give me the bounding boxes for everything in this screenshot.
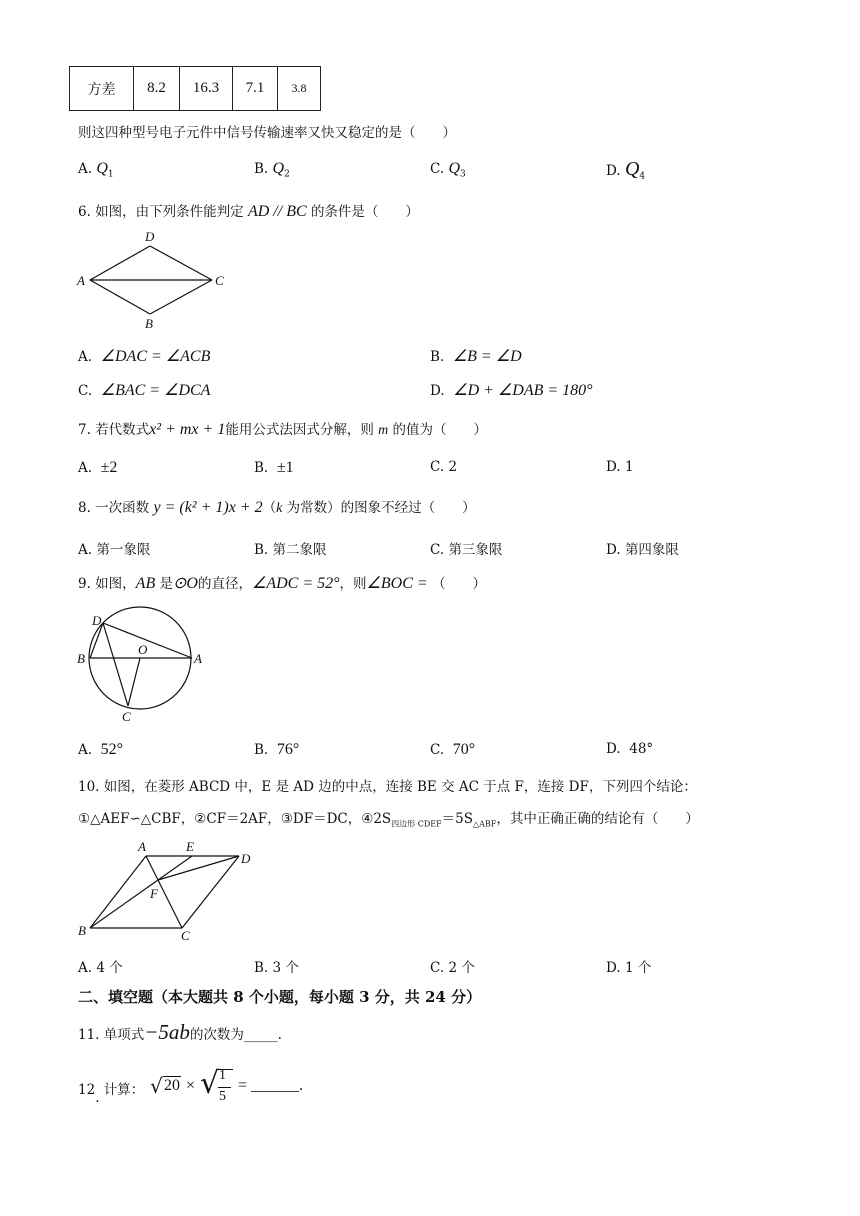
label-d: D (241, 851, 251, 866)
stem-text: 的次数为_____. (189, 1027, 282, 1043)
option-letter: A. (78, 460, 93, 476)
label-b: B (77, 651, 85, 666)
option-letter: C. (430, 742, 445, 758)
option-d (606, 741, 653, 757)
stem-math: −5ab (144, 1020, 190, 1044)
option-text: 第四象限 (624, 542, 679, 558)
option-d (606, 158, 645, 182)
option-letter: B. (254, 742, 269, 758)
option-letter: D. (606, 542, 621, 558)
option-letter: D. (430, 383, 445, 399)
table-cell: 8.2 (134, 67, 180, 111)
option-letter: B. (254, 161, 269, 177)
section-title: 二、填空题（本大题共 8 个小题，每小题 3 分，共 24 分） (78, 988, 482, 1006)
option-text: 4 个 (96, 960, 123, 976)
option-letter: A. (78, 161, 93, 177)
sqrt-icon: √ (150, 1074, 163, 1098)
option-c (430, 956, 475, 976)
stem-text: （ ） (431, 576, 486, 592)
sqrt-icon: √ (200, 1066, 220, 1101)
option-b (254, 956, 299, 976)
option-letter: C. (430, 459, 445, 475)
option-b (254, 160, 290, 180)
option-text: Q (272, 160, 285, 177)
label-a: A (77, 273, 85, 288)
stem-text: 为常数）的图象不经过（ ） (286, 500, 476, 516)
option-d (606, 459, 634, 475)
option-text: ∠D + ∠DAB = 180° (453, 382, 593, 399)
question-6-stem (78, 200, 419, 221)
table-cell: 16.3 (180, 67, 233, 111)
stem-subscript: △ABF (472, 819, 497, 829)
option-text: 第一象限 (96, 542, 151, 558)
rhombus-abcd-figure (74, 836, 264, 946)
table-header-cell: 方差 (70, 67, 134, 111)
label-b: B (78, 923, 86, 938)
option-a (78, 741, 123, 759)
option-b (430, 346, 522, 366)
option-text: ∠B = ∠D (452, 348, 522, 365)
stem-subscript: 四边形 CDEF (391, 819, 442, 829)
variance-table (69, 66, 321, 111)
question-12 (78, 1078, 145, 1106)
option-letter: D. (606, 459, 621, 475)
option-text: 1 个 (624, 960, 652, 976)
option-a (78, 538, 150, 558)
option-text: Q (448, 160, 460, 177)
option-text: 48° (629, 741, 654, 757)
stem-text: 的条件是（ ） (310, 204, 419, 220)
stem-math: AD // BC (247, 203, 307, 220)
option-letter: A. (78, 742, 93, 758)
stem-text: 是 (159, 576, 174, 592)
option-letter: C. (430, 542, 445, 558)
option-subscript: 3 (460, 169, 466, 180)
question-number: 12 (78, 1082, 96, 1098)
option-text: 2 个 (448, 960, 475, 976)
times-sign: × (186, 1077, 196, 1094)
option-text: 70° (452, 741, 476, 758)
option-c (430, 160, 466, 180)
option-letter: C. (430, 161, 445, 177)
stem-math: ⊙O (173, 575, 198, 592)
option-a (78, 346, 210, 366)
label-d: D (92, 613, 102, 628)
option-subscript: 2 (284, 169, 290, 180)
option-c (430, 538, 502, 558)
label-c: C (181, 928, 190, 943)
fraction-bar (218, 1087, 231, 1088)
option-text: ±2 (100, 459, 118, 476)
question-7-stem (78, 418, 487, 439)
stem-math: y = (k² + 1)x + 2 (153, 499, 263, 516)
stem-text: 能用公式法因式分解，则 (225, 422, 374, 438)
stem-text: ，则 (339, 576, 367, 592)
option-subscript: 1 (107, 169, 114, 180)
stem-var: k (276, 501, 283, 516)
stem-text: ①△AEF∽△CBF，②CF＝2AF，③DF＝DC，④2S (78, 811, 392, 827)
option-subscript: 4 (639, 171, 646, 182)
rhombus-figure (74, 228, 234, 334)
table-row (70, 67, 321, 111)
stem-math: x² + mx + 1 (149, 421, 226, 438)
option-letter: A. (78, 960, 93, 976)
stem-text: ，其中正确正确的结论有（ ） (496, 811, 699, 827)
option-letter: B. (430, 349, 445, 365)
option-text: 76° (276, 741, 300, 758)
option-text: ±1 (276, 459, 294, 476)
option-text: 第二象限 (272, 542, 327, 558)
label-b: B (145, 316, 153, 331)
option-c (430, 741, 475, 759)
label-c: C (122, 709, 131, 724)
stem-text: ＝5S (441, 811, 473, 827)
option-text: 第三象限 (448, 542, 503, 558)
question-10-stem-line2 (78, 807, 699, 830)
stem-text: . (95, 1090, 100, 1106)
label-c: C (215, 273, 224, 288)
fraction-numerator: 1 (219, 1068, 226, 1083)
stem-text: 8. 一次函数 (78, 500, 150, 516)
option-letter: A. (78, 349, 93, 365)
stem-text: 的直径， (197, 576, 252, 592)
option-a (78, 160, 114, 180)
option-letter: B. (254, 460, 269, 476)
circle-figure (72, 602, 222, 728)
stem-text: 的值为（ ） (392, 422, 488, 438)
label-d: D (145, 229, 155, 244)
option-a (78, 956, 123, 976)
table-cell: 3.8 (278, 67, 321, 111)
option-b (254, 459, 294, 477)
option-c (430, 459, 457, 475)
stem-text: 11. 单项式 (78, 1027, 145, 1043)
fraction-denominator: 5 (219, 1089, 226, 1104)
option-d (606, 538, 679, 558)
sqrt-radicand: 20 (164, 1077, 180, 1094)
option-text: ∠BAC = ∠DCA (100, 382, 211, 399)
option-a (78, 459, 117, 477)
stem-text: （ (262, 500, 277, 516)
stem-var: m (378, 423, 389, 438)
option-letter: B. (254, 960, 269, 976)
option-text: Q (96, 160, 108, 177)
option-d (430, 380, 593, 400)
stem-text: = ______. (238, 1077, 304, 1094)
question-10-stem-line1: 10. 如图，在菱形 ABCD 中，E 是 AD 边的中点，连接 BE 交 AC 于点 F，连接 DF，下列四个结论： (78, 779, 697, 795)
option-b (254, 741, 299, 759)
label-a: A (194, 651, 202, 666)
stem-text: 9. 如图， (78, 576, 136, 592)
label-o: O (138, 642, 148, 657)
stem-math: ∠ADC = 52° (251, 575, 340, 592)
option-c (78, 380, 210, 400)
question-8-stem (78, 496, 476, 517)
option-letter: C. (78, 383, 93, 399)
option-letter: A. (78, 542, 93, 558)
option-letter: B. (254, 542, 269, 558)
option-text: 2 (448, 459, 458, 475)
option-text: 1 (624, 459, 634, 475)
question-5-stem: 则这四种型号电子元件中信号传输速率又快又稳定的是（ ） (78, 125, 456, 141)
table-cell: 7.1 (233, 67, 278, 111)
stem-math: ∠BOC = (366, 575, 428, 592)
question-11 (78, 1020, 282, 1045)
option-letter: D. (606, 741, 621, 757)
stem-text: 6. 如图，由下列条件能判定 (78, 204, 244, 220)
stem-text: 7. 若代数式 (78, 422, 150, 438)
option-letter: D. (606, 960, 621, 976)
label-a: A (138, 839, 146, 854)
option-text: Q (624, 158, 640, 180)
option-text: ∠DAC = ∠ACB (100, 348, 211, 365)
option-text: 52° (100, 741, 124, 758)
question-9-stem (78, 572, 486, 593)
stem-math: AB (135, 575, 156, 592)
label-e: E (186, 839, 194, 854)
option-b (254, 538, 327, 558)
option-letter: D. (606, 163, 621, 179)
option-letter: C. (430, 960, 445, 976)
option-d (606, 956, 651, 976)
label-f: F (150, 886, 158, 901)
option-text: 3 个 (272, 960, 299, 976)
stem-text: 计算： (103, 1082, 145, 1098)
